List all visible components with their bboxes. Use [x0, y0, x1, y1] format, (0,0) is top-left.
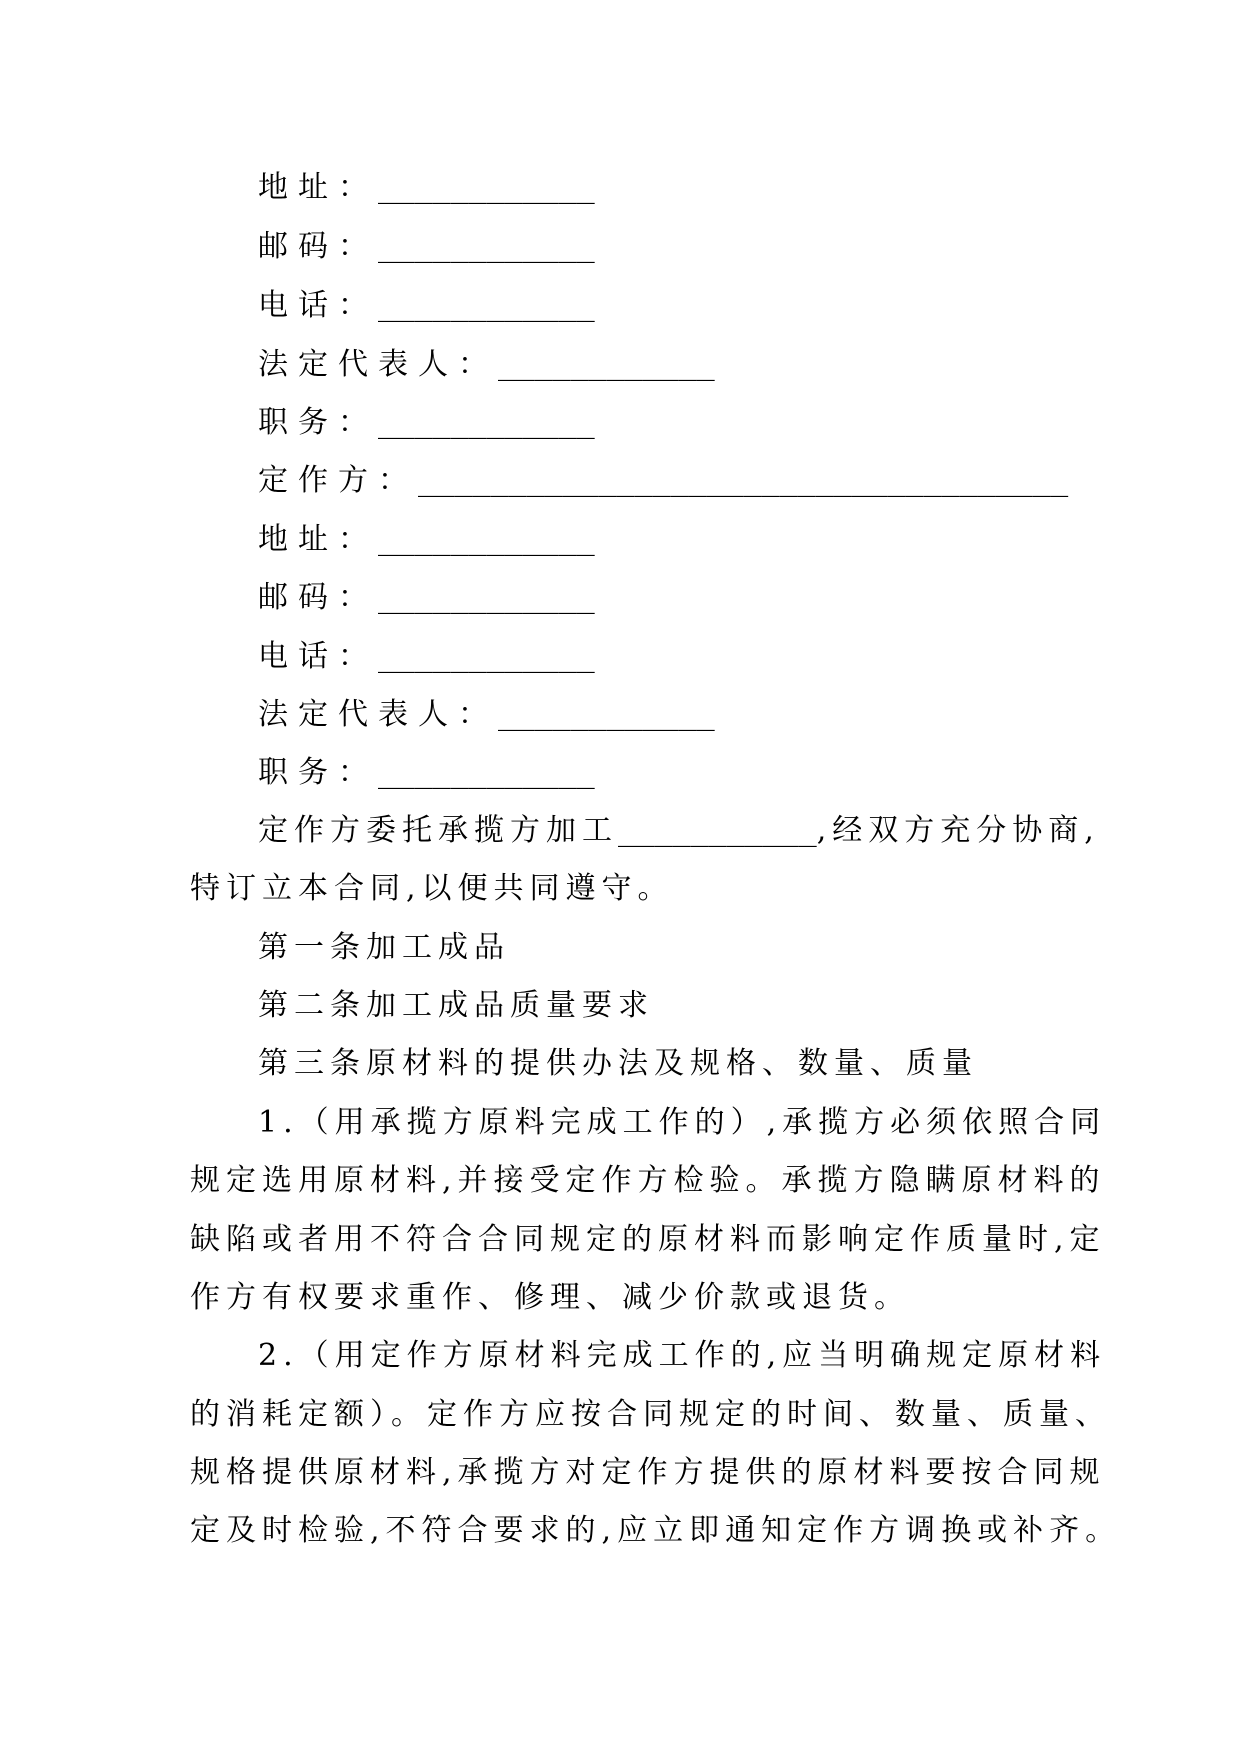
- intro-suffix: ,经双方充分协商,: [816, 813, 1100, 848]
- party-a-position-label: 职务：: [258, 405, 378, 440]
- intro-line-1: [258, 811, 1100, 851]
- clause-2-line-1: 2.（用定作方原材料完成工作的,应当明确规定原材料: [258, 1338, 1107, 1373]
- party-b-address-line: [258, 520, 1138, 560]
- party-b-legal-rep-line: [258, 695, 1138, 735]
- party-a-address-line: [258, 168, 1138, 208]
- party-b-position-blank: ____________: [378, 755, 595, 790]
- party-a-phone-label: 电话：: [258, 288, 378, 323]
- clause-2-line-4: 定及时检验,不符合要求的,应立即通知定作方调换或补齐。: [190, 1513, 1122, 1548]
- party-a-legal-rep-blank: ____________: [498, 347, 715, 382]
- party-b-phone-label: 电话：: [258, 639, 378, 674]
- clause-1-line-2: 规定选用原材料,并接受定作方检验。承揽方隐瞒原材料的: [190, 1163, 1106, 1198]
- article-2-heading: 第二条加工成品质量要求: [258, 988, 654, 1023]
- party-a-postcode-blank: ____________: [378, 229, 595, 264]
- intro-prefix: 定作方委托承揽方加工: [258, 813, 618, 848]
- party-b-phone-line: [258, 637, 1138, 677]
- party-b-legal-rep-label: 法定代表人：: [258, 697, 498, 732]
- party-a-address-blank: ____________: [378, 170, 595, 205]
- clause-2-line-2: 的消耗定额）。定作方应按合同规定的时间、数量、质量、: [190, 1397, 1111, 1432]
- article-1-heading: 第一条加工成品: [258, 930, 510, 965]
- party-a-legal-rep-line: [258, 345, 1138, 385]
- party-a-legal-rep-label: 法定代表人：: [258, 347, 498, 382]
- party-b-name-blank: ____________________________________: [418, 463, 1069, 498]
- intro-blank: ___________: [618, 813, 817, 848]
- clause-2-line-3: 规格提供原材料,承揽方对定作方提供的原材料要按合同规: [190, 1455, 1106, 1490]
- party-a-position-blank: ____________: [378, 405, 595, 440]
- party-b-position-label: 职务：: [258, 755, 378, 790]
- party-a-postcode-label: 邮码：: [258, 229, 378, 264]
- clause-1-line-1: 1.（用承揽方原料完成工作的）,承揽方必须依照合同: [258, 1105, 1107, 1140]
- party-b-phone-blank: ____________: [378, 639, 595, 674]
- party-a-position-line: [258, 403, 1138, 443]
- party-a-phone-blank: ____________: [378, 288, 595, 323]
- party-b-address-blank: ____________: [378, 522, 595, 557]
- intro-line-2: 特订立本合同,以便共同遵守。: [190, 871, 674, 906]
- party-b-postcode-blank: ____________: [378, 580, 595, 615]
- clause-1-line-4: 作方有权要求重作、修理、减少价款或退货。: [190, 1280, 910, 1315]
- party-b-name-label: 定作方：: [258, 463, 418, 498]
- party-a-phone-line: [258, 286, 1138, 326]
- party-a-postcode-line: [258, 227, 1138, 267]
- party-b-position-line: [258, 753, 1138, 793]
- party-a-address-label: 地址：: [258, 170, 378, 205]
- party-b-name-line: [258, 461, 1138, 501]
- clause-1-line-3: 缺陷或者用不符合合同规定的原材料而影响定作质量时,定: [190, 1222, 1106, 1257]
- article-3-heading: 第三条原材料的提供办法及规格、数量、质量: [258, 1046, 978, 1081]
- party-b-legal-rep-blank: ____________: [498, 697, 715, 732]
- party-b-postcode-line: [258, 578, 1138, 618]
- party-b-address-label: 地址：: [258, 522, 378, 557]
- party-b-postcode-label: 邮码：: [258, 580, 378, 615]
